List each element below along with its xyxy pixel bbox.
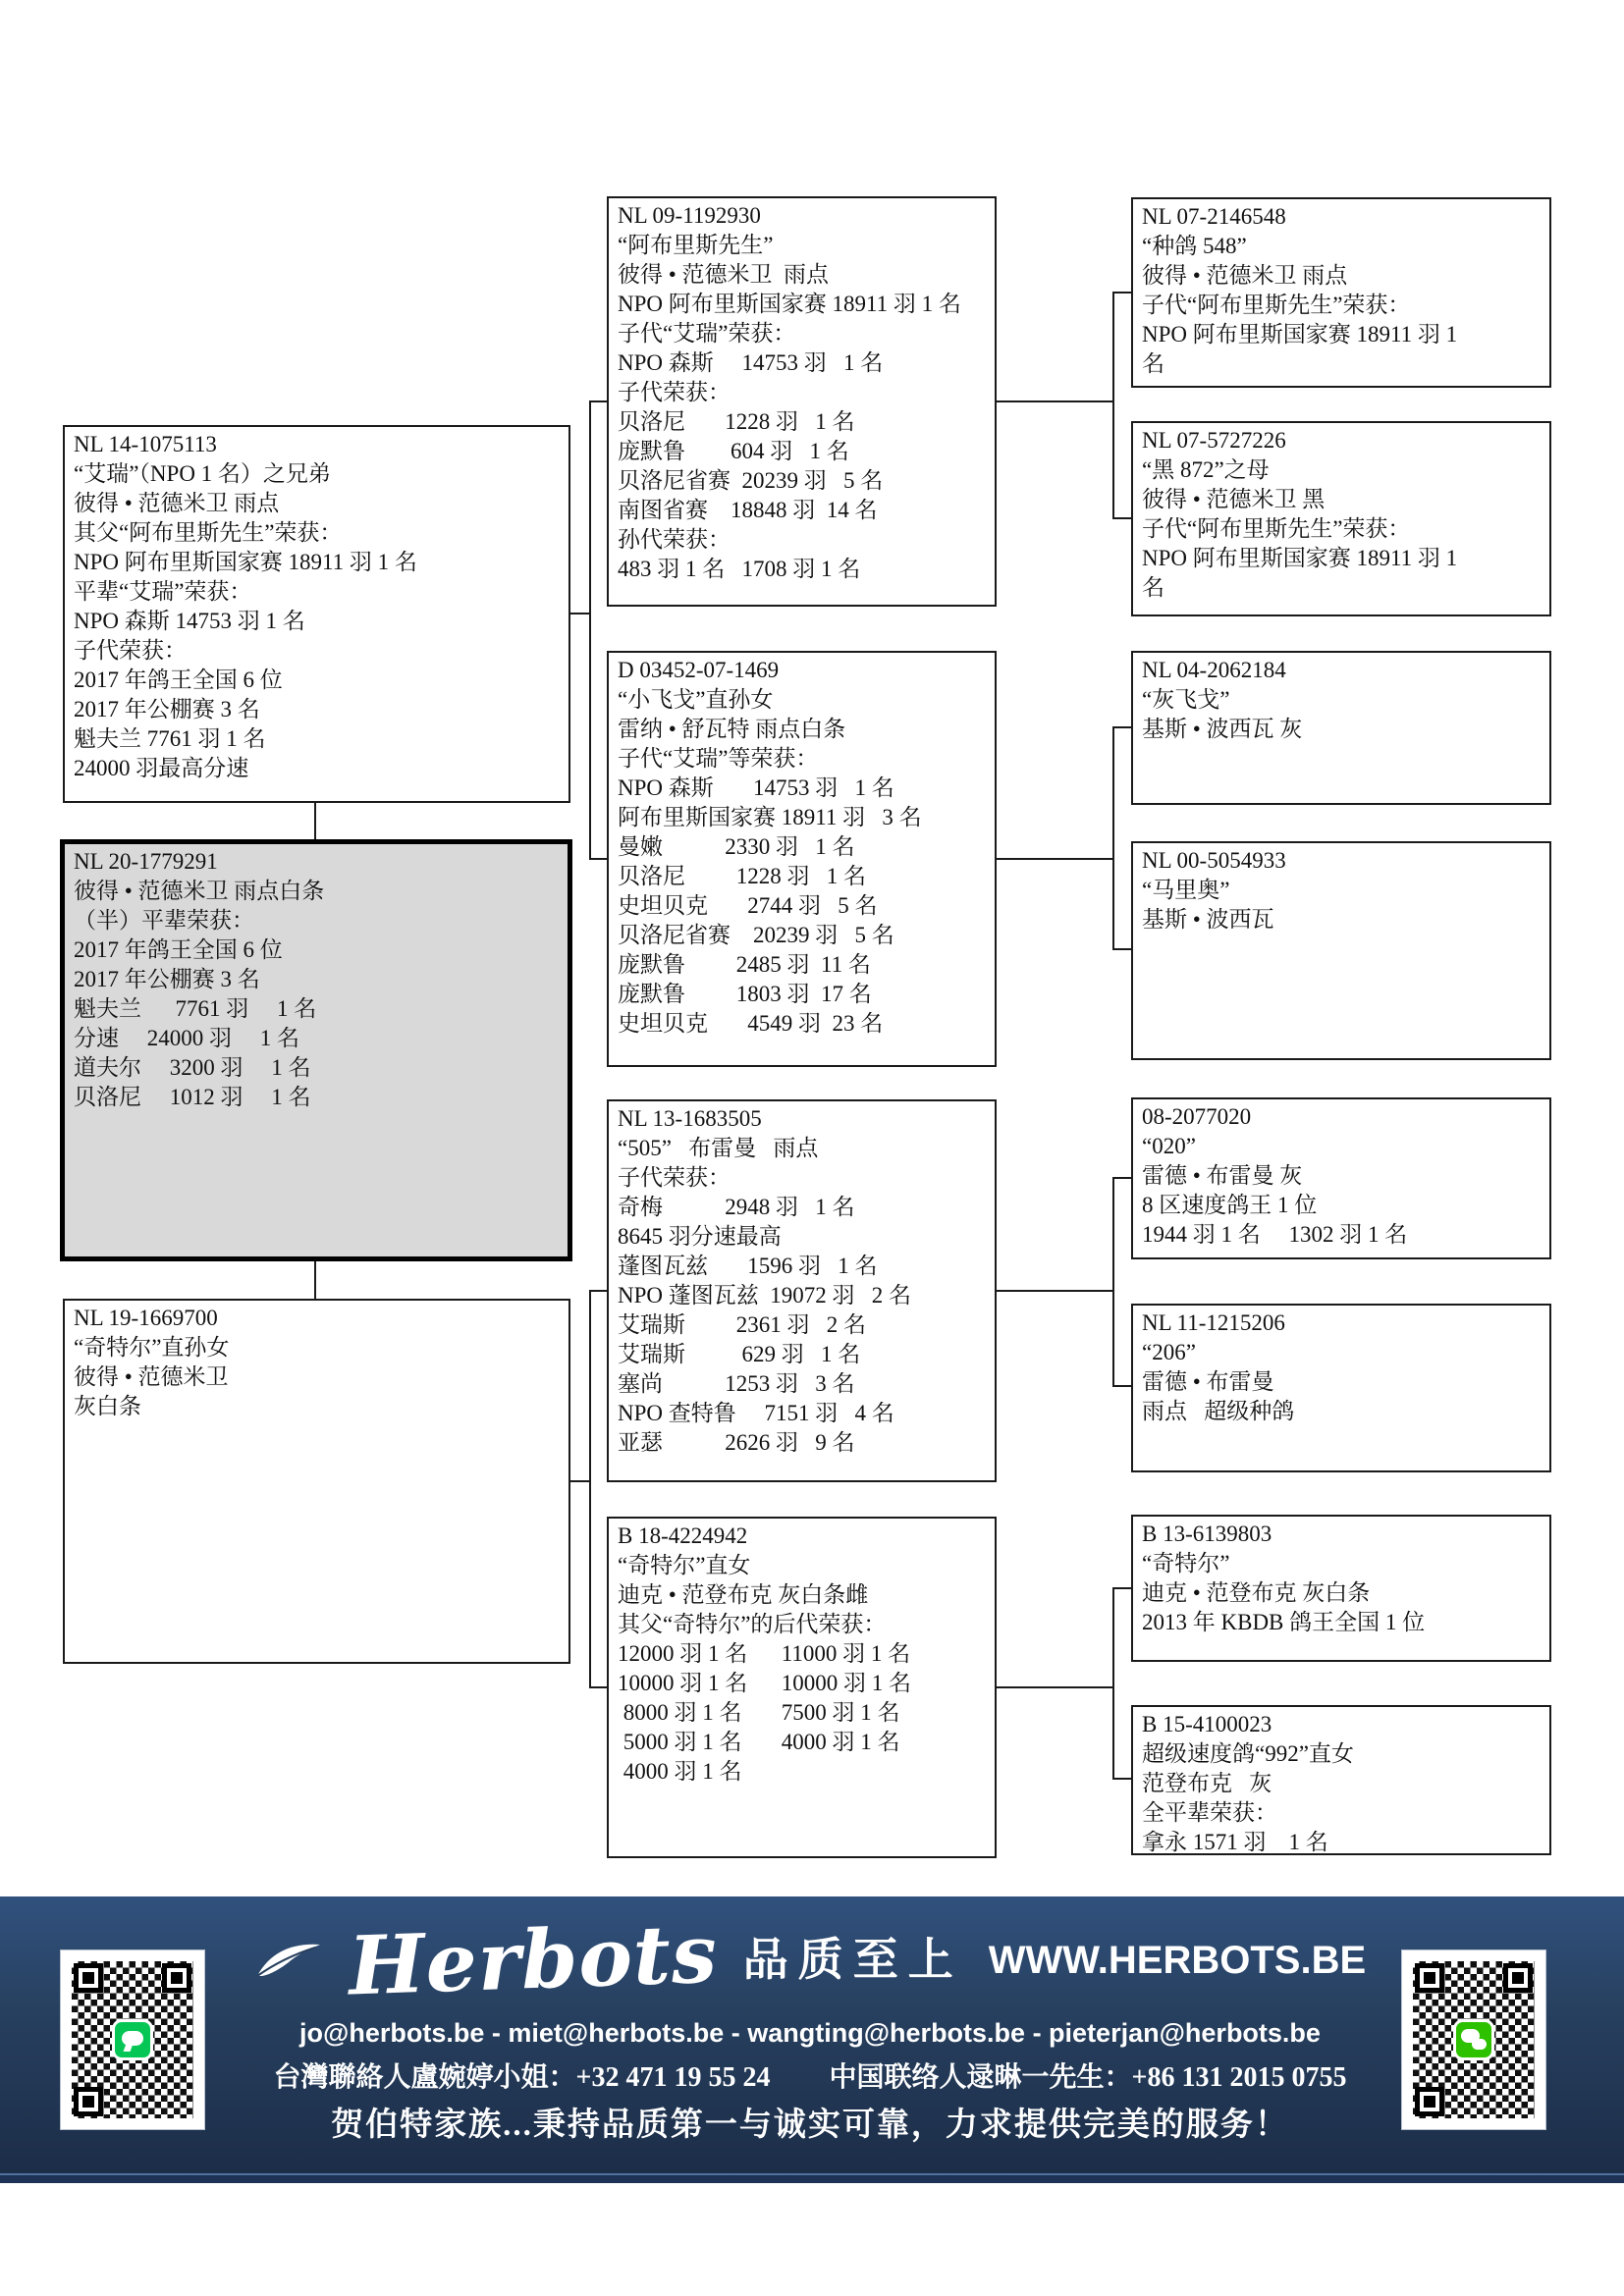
connector-line (1112, 726, 1114, 950)
connector-line (1112, 292, 1114, 519)
brand-row (236, 1906, 1384, 2014)
pedigree-box-paternal-grandfather (607, 196, 997, 607)
box-lines: NL 13-1683505 “505” 布雷曼 雨点 子代荣获： 奇梅 2948 羽 1 名 8645 羽分速最高 蓬图瓦兹 1596 羽 1 名 NPO 蓬图瓦兹 19072 羽 2 名 艾瑞斯 2361 羽 2 名 艾瑞斯 629 羽 1 名 塞尚 1253 羽 3 名 NPO 查特鲁 7151 羽 4 名 亚瑟 2626 羽 9 名 (618, 1106, 912, 1455)
box-lines: NL 04-2062184 “灰飞戈” 基斯 • 波西瓦 灰 (1142, 658, 1303, 741)
connector-line (1112, 1587, 1114, 1780)
connector-line (1112, 1177, 1114, 1387)
contact-taiwan: 台灣聯絡人盧婉婷小姐：+32 471 19 55 24 (273, 2062, 771, 2093)
box-lines: NL 07-5727226 “黑 872”之母 彼得 • 范德米卫 黑 子代“阿布里斯先生”荣获： NPO 阿布里斯国家赛 18911 羽 1 名 (1142, 428, 1458, 600)
qr-finder (1415, 2087, 1444, 2116)
connector-line (1112, 292, 1131, 294)
box-lines: NL 00-5054933 “马里奥” 基斯 • 波西瓦 (1142, 848, 1286, 932)
pedigree-box-mgm-mother (1131, 1705, 1551, 1855)
qr-finder (1503, 1963, 1533, 1993)
connector-line (589, 400, 591, 860)
connector-line (570, 1480, 590, 1482)
pedigree-box-mgf-father (1131, 1097, 1551, 1259)
pedigree-box-mgf-mother (1131, 1304, 1551, 1472)
connector-line (997, 858, 1112, 860)
connector-line (1112, 948, 1131, 950)
connector-line (997, 400, 1112, 402)
pedigree-box-maternal-grandmother (607, 1517, 997, 1858)
connector-line (997, 1686, 1112, 1688)
box-lines: NL 20-1779291 彼得 • 范德米卫 雨点白条 （半）平辈荣获： 2017 年鸽王全国 6 位 2017 年公棚赛 3 名 魁夫兰 7761 羽 1 名 分速 24000 羽 1 名 道夫尔 3200 羽 1 名 贝洛尼 1012 羽 1 名 (74, 849, 325, 1109)
connector-line (997, 1290, 1112, 1292)
box-lines: NL 07-2146548 “种鸽 548” 彼得 • 范德米卫 雨点 子代“阿布里斯先生”荣获： NPO 阿布里斯国家赛 18911 羽 1 名 (1142, 204, 1458, 376)
connector-line (1112, 517, 1131, 519)
qr-finder (74, 1963, 103, 1993)
pedigree-box-maternal-grandfather (607, 1099, 997, 1482)
box-lines: B 13-6139803 “奇特尔” 迪克 • 范登布克 灰白条 2013 年 KBDB 鸽王全国 1 位 (1142, 1522, 1426, 1634)
connector-line (314, 1261, 316, 1299)
connector-line (1112, 1385, 1131, 1387)
pedigree-box-pgm-mother (1131, 841, 1551, 1060)
qr-pattern (72, 1961, 193, 2118)
footer-banner (0, 1896, 1624, 2181)
pedigree-box-pgf-mother (1131, 421, 1551, 616)
footer-contacts (236, 2056, 1384, 2095)
pedigree-box-mother (63, 1299, 570, 1664)
box-lines: NL 11-1215206 “206” 雷德 • 布雷曼 雨点 超级种鸽 (1142, 1310, 1295, 1423)
line-qr-code (61, 1950, 204, 2129)
connector-line (1112, 1587, 1131, 1589)
connector-line (589, 400, 607, 402)
pedigree-box-father (63, 425, 570, 803)
footer-emails: jo@herbots.be - miet@herbots.be - wangting@herbots.be - pieterjan@herbots.be (299, 2018, 1321, 2048)
pedigree-box-pgf-father (1131, 197, 1551, 388)
pedigree-box-subject (60, 839, 572, 1261)
connector-line (589, 1686, 607, 1688)
connector-line (589, 1290, 591, 1688)
footer-bottom-edge (0, 2173, 1624, 2183)
connector-line (589, 1290, 607, 1292)
qr-finder (162, 1963, 191, 1993)
footer-tagline: 贺伯特家族...秉持品质第一与诚实可靠，力求提供完美的服务！ (331, 2108, 1289, 2143)
pedigree-box-paternal-grandmother (607, 651, 997, 1067)
line-icon (112, 2019, 153, 2060)
wechat-qr-code (1402, 1950, 1545, 2129)
box-lines: NL 14-1075113 “艾瑞”（NPO 1 名）之兄弟 彼得 • 范德米卫 雨点 其父“阿布里斯先生”荣获： NPO 阿布里斯国家赛 18911 羽 1 名 平辈“艾瑞”荣获： NPO 森斯 14753 羽 1 名 子代荣获： 2017 年鸽王全国 6 位 2017 年公棚赛 3 名 魁夫兰 7761 羽 1 名 24000 羽最高分速 (74, 432, 417, 780)
box-lines: B 18-4224942 “奇特尔”直女 迪克 • 范登布克 灰白条雌 其父“奇特尔”的后代荣获： 12000 羽 1 名 11000 羽 1 名 10000 羽 1 名 10000 羽 1 名 8000 羽 1 名 7500 羽 1 名 5000 羽 1 名 4000 羽 1 名 4000 羽 1 名 (618, 1523, 911, 1784)
box-lines: NL 09-1192930 “阿布里斯先生” 彼得 • 范德米卫 雨点 NPO 阿布里斯国家赛 18911 羽 1 名 子代“艾瑞”荣获： NPO 森斯 14753 羽 1 名 子代荣获： 贝洛尼 1228 羽 1 名 庞默鲁 604 羽 1 名 贝洛尼省赛 20239 羽 5 名 南图省赛 18848 羽 14 名 孙代荣获： 483 羽 1 名 1708 羽 1 名 (618, 203, 961, 581)
contact-china: 中国联络人逯晽一先生：+86 131 2015 0755 (829, 2062, 1347, 2093)
qr-finder (74, 2087, 103, 2116)
connector-line (1112, 1778, 1131, 1780)
wechat-icon (1453, 2019, 1494, 2060)
connector-line (1112, 1177, 1131, 1179)
footer-website: WWW.HERBOTS.BE (988, 1939, 1367, 1982)
connector-line (570, 613, 590, 614)
connector-line (589, 858, 607, 860)
feather-icon (254, 1939, 323, 1982)
qr-finder (1415, 1963, 1444, 1993)
footer-slogan: 品质至上 (742, 1935, 963, 1985)
brand-logo: Herbots (347, 1906, 720, 2014)
box-lines: 08-2077020 “020” 雷德 • 布雷曼 灰 8 区速度鸽王 1 位 1944 羽 1 名 1302 羽 1 名 (1142, 1104, 1408, 1247)
box-lines: NL 19-1669700 “奇特尔”直孙女 彼得 • 范德米卫 灰白条 (74, 1306, 230, 1418)
qr-pattern (1413, 1961, 1535, 2118)
connector-line (314, 803, 316, 839)
box-lines: D 03452-07-1469 “小飞戈”直孙女 雷纳 • 舒瓦特 雨点白条 子代“艾瑞”等荣获： NPO 森斯 14753 羽 1 名 阿布里斯国家赛 18911 羽 3 名 曼嫩 2330 羽 1 名 贝洛尼 1228 羽 1 名 史坦贝克 2744 羽 5 名 贝洛尼省赛 20239 羽 5 名 庞默鲁 2485 羽 11 名 庞默鲁 1803 羽 17 名 史坦贝克 4549 羽 23 名 (618, 658, 922, 1036)
connector-line (1112, 726, 1131, 728)
pedigree-box-pgm-father (1131, 651, 1551, 805)
pedigree-box-mgm-father (1131, 1515, 1551, 1662)
box-lines: B 15-4100023 超级速度鸽“992”直女 范登布克 灰 全平辈荣获： 拿永 1571 羽 1 名 (1142, 1712, 1354, 1854)
